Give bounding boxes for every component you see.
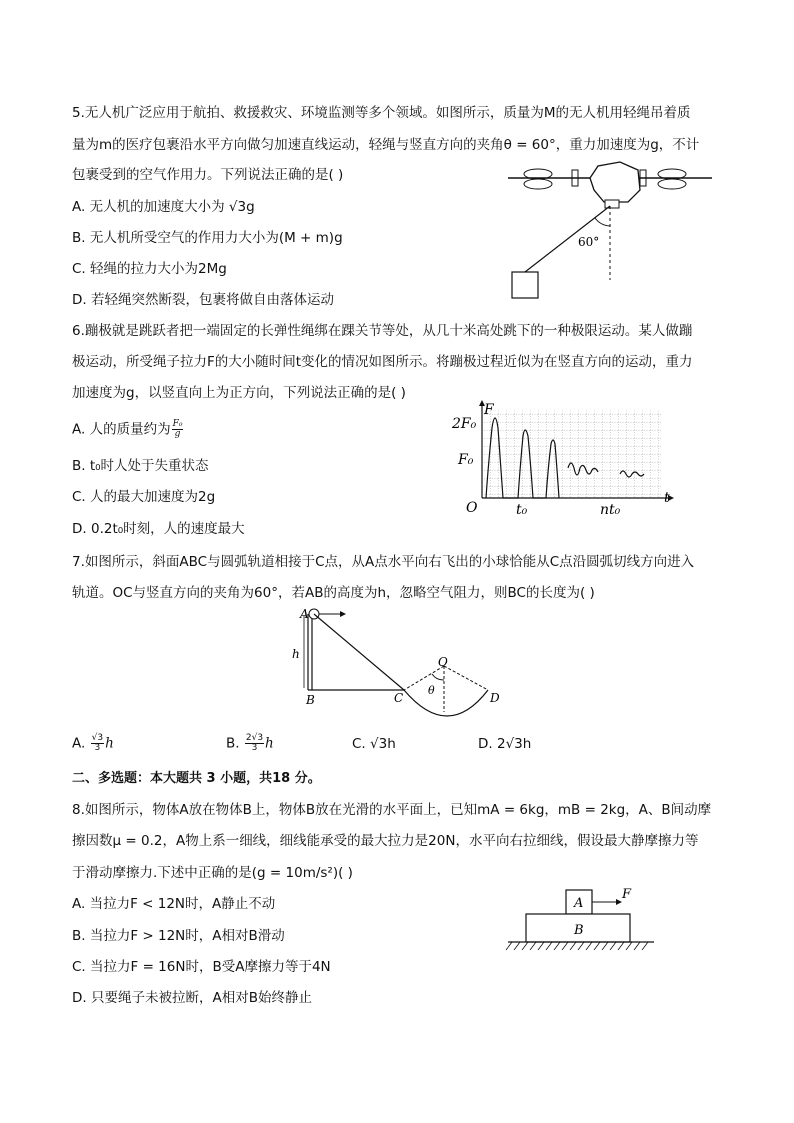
q6-option-c: C. 人的最大加速度为2g <box>72 489 216 505</box>
q5-option-d: D. 若轻绳突然断裂，包裹将做自由落体运动 <box>72 292 334 308</box>
q6-option-a: A. 人的质量约为 $\frac{\text{F₀}}{g}$ <box>72 419 183 439</box>
label-nt0: nt₀ <box>600 502 621 518</box>
label-t: t <box>664 490 670 506</box>
force-time-graph <box>450 398 682 520</box>
q8-stem-line-1: 8.如图所示，物体A放在物体B上，物体B放在光滑的水平面上，已知mA = 6kg，mB = 2kg，A、B间动摩 <box>72 802 712 818</box>
block-figure <box>500 884 660 956</box>
label-h: h <box>292 647 300 661</box>
q6-stem-line-1: 6.蹦极就是跳跃者把一端固定的长弹性绳绑在踝关节等处，从几十米高处跳下的一种极限运动。某人做蹦 <box>72 323 693 339</box>
label-2F0: 2F₀ <box>452 416 477 432</box>
q5-stem-line-2: 量为m的医疗包裹沿水平方向做匀加速直线运动，轻绳与竖直方向的夹角θ = 60°，重力加速度为g，不计 <box>72 137 700 153</box>
q7-option-c: C. √3h <box>352 736 396 752</box>
fraction: $\frac{\text{F₀}}{g}$ <box>172 419 183 439</box>
label-F: F <box>484 402 494 418</box>
label-C: C <box>394 691 404 705</box>
label-O: O <box>438 655 448 669</box>
q8-stem-line-2: 擦因数μ = 0.2，A物上系一细线，细线能承受的最大拉力是20N，水平向右拉细线，假设最大静摩擦力等 <box>72 833 699 849</box>
drone-figure <box>500 160 720 305</box>
q6-stem-line-3: 加速度为g，以竖直向上为正方向，下列说法正确的是( ) <box>72 385 406 401</box>
q8-option-d: D. 只要绳子未被拉断，A相对B始终静止 <box>72 990 312 1006</box>
q7-stem-line-2: 轨道。OC与竖直方向的夹角为60°，若AB的高度为h，忽略空气阻力，则BC的长度为( ) <box>72 585 595 601</box>
section-heading: 二、多选题：本大题共 3 小题，共18 分。 <box>72 771 321 786</box>
q5-stem-line-3: 包裹受到的空气作用力。下列说法正确的是( ) <box>72 167 344 183</box>
label-D: D <box>490 691 500 705</box>
q6-option-b: B. t₀时人处于失重状态 <box>72 458 209 474</box>
label-theta: θ <box>428 684 435 697</box>
q5-stem-line-1: 5.无人机广泛应用于航拍、救援救灾、环境监测等多个领域。如图所示，质量为M的无人机用轻绳吊着质 <box>72 105 691 121</box>
incline-arc-figure <box>288 604 508 724</box>
label-A: A <box>574 896 584 911</box>
label-F0: F₀ <box>458 452 474 468</box>
q7-stem-line-1: 7.如图所示，斜面ABC与圆弧轨道相接于C点，从A点水平向右飞出的小球恰能从C点沿圆弧切线方向进入 <box>72 554 695 570</box>
left-propeller-icon <box>524 169 578 189</box>
q8-option-c: C. 当拉力F = 16N时，B受A摩擦力等于4N <box>72 959 331 975</box>
q5-option-c: C. 轻绳的拉力大小为2Mg <box>72 261 227 277</box>
label-F: F <box>622 887 632 902</box>
q5-option-a: A. 无人机的加速度大小为 √3g <box>72 199 255 215</box>
q8-option-a: A. 当拉力F < 12N时，A静止不动 <box>72 896 276 912</box>
drone-body <box>590 162 640 202</box>
q5-option-b: B. 无人机所受空气的作用力大小为(M + m)g <box>72 230 343 246</box>
label-origin: O <box>466 500 478 516</box>
right-propeller-icon <box>640 169 686 189</box>
q6-stem-line-2: 极运动，所受绳子拉力F的大小随时间t变化的情况如图所示。将蹦极过程近似为在竖直方向的运动，重力 <box>72 354 693 370</box>
label-A: A <box>300 607 309 621</box>
q7-option-b: B. $\frac{2√3}{3}$ h <box>226 733 274 753</box>
angle-label: 60° <box>578 235 600 249</box>
q7-option-d: D. 2√3h <box>478 736 532 752</box>
label-B: B <box>574 923 584 938</box>
q6-option-d: D. 0.2t₀时刻，人的速度最大 <box>72 521 245 537</box>
label-B: B <box>306 693 315 707</box>
package <box>512 272 538 298</box>
label-t0: t₀ <box>516 502 528 518</box>
q8-option-b: B. 当拉力F > 12N时，A相对B滑动 <box>72 928 285 944</box>
q7-option-a: A. $\frac{√3}{3}$ h <box>72 733 114 753</box>
q8-stem-line-3: 于滑动摩擦力.下述中正确的是(g = 10m/s²)( ) <box>72 865 353 881</box>
